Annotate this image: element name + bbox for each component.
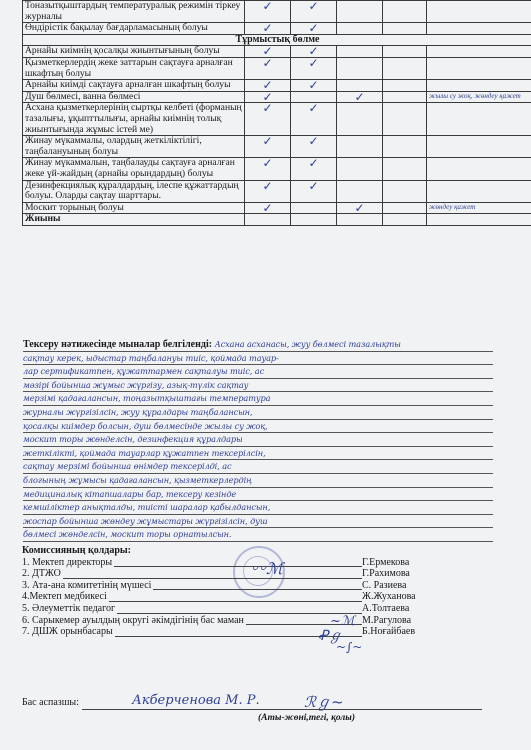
checkmark-cell: ✓ (245, 180, 291, 202)
member-name: С. Разиева (362, 579, 407, 591)
checklist-item-text: Арнайы киімді сақтауға арналған шкафтың болуы (23, 80, 245, 92)
checkmark-cell (383, 57, 427, 79)
checkmark-cell (337, 180, 383, 202)
findings-label: Тексеру нәтижесінде мыналар белгіленді: (23, 339, 213, 350)
checkmark-cell (383, 1, 427, 23)
findings-line: мерзімі қадағалансын, тоңазытқыштағы температура (23, 392, 493, 406)
checklist-row (23, 46, 531, 58)
checkmark-cell (383, 46, 427, 58)
checkmark-cell: ✓ (245, 46, 291, 58)
member-name: А.Толтаева (362, 602, 410, 614)
findings-line: бөлмесі жөнделсін, москит торы орнатылсын. (23, 528, 493, 542)
checkmark-cell: ✓ (291, 136, 337, 158)
checklist-item-text: Душ бөлмесі, ванна бөлмесі (23, 91, 245, 103)
commission-member-row (22, 580, 492, 592)
findings-line: блогының жұмысы қадағалансын, қызметкерлердің (23, 474, 493, 488)
member-role (22, 626, 115, 638)
checkmark-cell: ✓ (245, 57, 291, 79)
checklist-item-text: Асхана қызметкерлерінің сыртқы келбеті (форманың тазалығы, ұқыпттылығы, арнайы киімнің толық жиынтығында жұмыс істей ме) (23, 103, 245, 136)
member-name: Ж.Жуханова (362, 591, 416, 603)
checkmark-cell (337, 158, 383, 180)
head-cook-underline (82, 709, 482, 710)
checkmark-cell (383, 180, 427, 202)
member-name: Б.Ноғайбаев (362, 626, 416, 638)
checkmark-cell (337, 46, 383, 58)
member-role (22, 615, 246, 627)
akimat-specialist-signature: Ꝓℊ (318, 628, 343, 644)
member-role-text: 6. Сарыкемер ауылдың округі әкімдігінің бас маман (22, 614, 244, 626)
checkmark-cell: ✓ (291, 103, 337, 136)
checkmark-cell: ✓ (245, 202, 291, 214)
checkmark-cell (337, 1, 383, 23)
checkmark-cell (427, 57, 531, 79)
checklist-row (23, 23, 531, 35)
checklist-row (23, 136, 531, 158)
checkmark-cell (427, 23, 531, 35)
checkmark-cell (337, 57, 383, 79)
findings-handwriting: Асхана асханасы, жуу бөлмесі тазалықты (214, 339, 401, 349)
checklist-item-text: Тоназытқыштардың температуралық режимін тіркеу журналы (23, 1, 245, 23)
member-role (22, 603, 117, 615)
checkmark-cell (383, 80, 427, 92)
findings-block (23, 338, 493, 542)
section-row (23, 34, 531, 46)
member-name: Г.Ермекова (362, 556, 410, 568)
checklist-item-text: Қызметкерлердің жеке заттарын сақтауға арналған шкафтың болуы (23, 57, 245, 79)
head-cook-handwritten-name: Акберченова М. Р. (132, 693, 260, 708)
checkmark-cell (337, 136, 383, 158)
member-role-text: 2. ДТЖО (22, 568, 61, 580)
commission-member-row (22, 626, 492, 638)
findings-line: жоспар бойынша жөндеу жұмыстары жүргізілсін, душ (23, 515, 493, 529)
commission-member-row (22, 603, 492, 615)
checklist-row (23, 103, 531, 136)
checkmark-cell (427, 103, 531, 136)
member-role (22, 557, 114, 569)
findings-handwritten-lines (23, 352, 493, 542)
checklist-row (23, 80, 531, 92)
truncated-row-label: Жиыны (23, 214, 245, 226)
checkmark-cell (291, 202, 337, 214)
findings-line: медициналық кітапшалары бар, тексеру кезінде (23, 488, 493, 502)
checkmark-cell: ✓ (337, 91, 383, 103)
inspection-checklist-table (22, 0, 531, 226)
checklist-row (23, 180, 531, 202)
head-cook-signature: ℛℊ~ (304, 693, 344, 711)
checkmark-cell (427, 136, 531, 158)
checklist-item-text: Өндірістік бақылау бағдарламасының болуы (23, 23, 245, 35)
commission-member-row (22, 615, 492, 627)
head-cook-line (22, 693, 482, 711)
commission-member-row (22, 591, 492, 603)
truncated-row (23, 214, 531, 226)
member-role (22, 568, 63, 580)
checkmark-cell (383, 136, 427, 158)
checkmark-cell (427, 46, 531, 58)
findings-line: журналы жүргізілсін, жуу құралдары таңбалансын, (23, 406, 493, 420)
checklist-item-text: Жинау мүкаммалын, таңбалауды сақтауға арналған жеке үй-жайдың (арнайы орындардың) болуы (23, 158, 245, 180)
findings-first-line (23, 338, 493, 352)
findings-line: сақтау мерзімі бойынша өнімдер тексерілді, ас (23, 460, 493, 474)
head-cook-label: Бас аспазшы: (22, 697, 79, 708)
checkmark-cell (427, 1, 531, 23)
checklist-item-text: Дезинфекциялық құралдардың, ілеспе құжаттардың болуы. Оларды сақтау шарттары. (23, 180, 245, 202)
checkmark-cell (427, 80, 531, 92)
checkmark-cell: ✓ (245, 80, 291, 92)
checkmark-cell (383, 103, 427, 136)
section-title: Тұрмыстық бөлме (23, 34, 531, 46)
checkmark-cell: ✓ (291, 23, 337, 35)
remark-cell: жылы су жоқ, жөндеу қажет (427, 91, 531, 103)
checkmark-cell (427, 158, 531, 180)
checkmark-cell: ✓ (337, 202, 383, 214)
signature-line (22, 578, 362, 579)
findings-line: лар сертификатпен, құжаттармен сақталуы тиіс, ас (23, 365, 493, 379)
member-name: М.Рагулова (362, 614, 412, 626)
remark-cell: жөндеу қажет (427, 202, 531, 214)
checkmark-cell (337, 103, 383, 136)
checkmark-cell: ✓ (245, 158, 291, 180)
signature-caption: (Аты-жөні,тегі, қолы) (258, 713, 356, 723)
checkmark-cell (337, 23, 383, 35)
checkmark-cell: ✓ (291, 158, 337, 180)
findings-line: мәзірі бойынша жұмыс жүргізу, азық-түлік сақтау (23, 379, 493, 393)
checkmark-cell: ✓ (245, 103, 291, 136)
findings-line: қосалқы киімдер болсын, душ бөлмесінде жылы су жоқ, (23, 420, 493, 434)
checklist-row (23, 57, 531, 79)
checkmark-cell: ✓ (245, 1, 291, 23)
checkmark-cell (383, 202, 427, 214)
deputy-signature: ~∫~ (336, 640, 363, 654)
social-pedagogue-signature: ~ℳ (330, 614, 355, 629)
member-role-text: 3. Ата-ана комитетінің мүшесі (22, 579, 152, 591)
checklist-rows-top (23, 1, 531, 35)
checkmark-cell: ✓ (291, 46, 337, 58)
checkmark-cell (383, 158, 427, 180)
findings-line: кемшіліктер анықталды, тиісті шаралар қабылдансын, (23, 501, 493, 515)
checklist-item-text: Жинау мүкаммалы, олардың жеткіліктілігі, таңбалануының болуы (23, 136, 245, 158)
findings-line: жеткілікті, қоймада тауарлар құжатпен тексерілсін, (23, 447, 493, 461)
checklist-row (23, 202, 531, 214)
checkmark-cell (427, 180, 531, 202)
checklist-item-text: Арнайы киімнің қосалқы жиынтығының болуы (23, 46, 245, 58)
checkmark-cell: ✓ (291, 57, 337, 79)
member-name: Г.Рахимова (362, 568, 410, 580)
checklist-row (23, 1, 531, 23)
checkmark-cell: ✓ (245, 91, 291, 103)
checkmark-cell (383, 23, 427, 35)
findings-line: сақтау керек, ыдыстар таңбалануы тиіс, қоймада тауар- (23, 352, 493, 366)
checklist-row (23, 158, 531, 180)
director-signature: 〰ℳ (250, 559, 284, 578)
checkmark-cell: ✓ (291, 80, 337, 92)
checkmark-cell (383, 91, 427, 103)
member-role (22, 580, 153, 592)
checkmark-cell: ✓ (245, 136, 291, 158)
checkmark-cell: ✓ (291, 1, 337, 23)
findings-line: москит торы жөнделсін, дезинфекция құралдары (23, 433, 493, 447)
checklist-item-text: Москит торының болуы (23, 202, 245, 214)
member-role-text: 5. Әлеуметтік педагог (22, 602, 116, 614)
checklist-row (23, 91, 531, 103)
member-role-text: 7. ДШЖ орынбасары (22, 626, 113, 638)
checkmark-cell: ✓ (245, 23, 291, 35)
checkmark-cell: ✓ (291, 180, 337, 202)
member-role-text: 1. Мектеп директоры (22, 556, 113, 568)
checklist-rows-household (23, 46, 531, 214)
member-role (22, 591, 109, 603)
commission-title: Комиссияның қолдары: (22, 545, 132, 556)
member-role-text: 4.Мектеп медбикесі (22, 591, 107, 603)
